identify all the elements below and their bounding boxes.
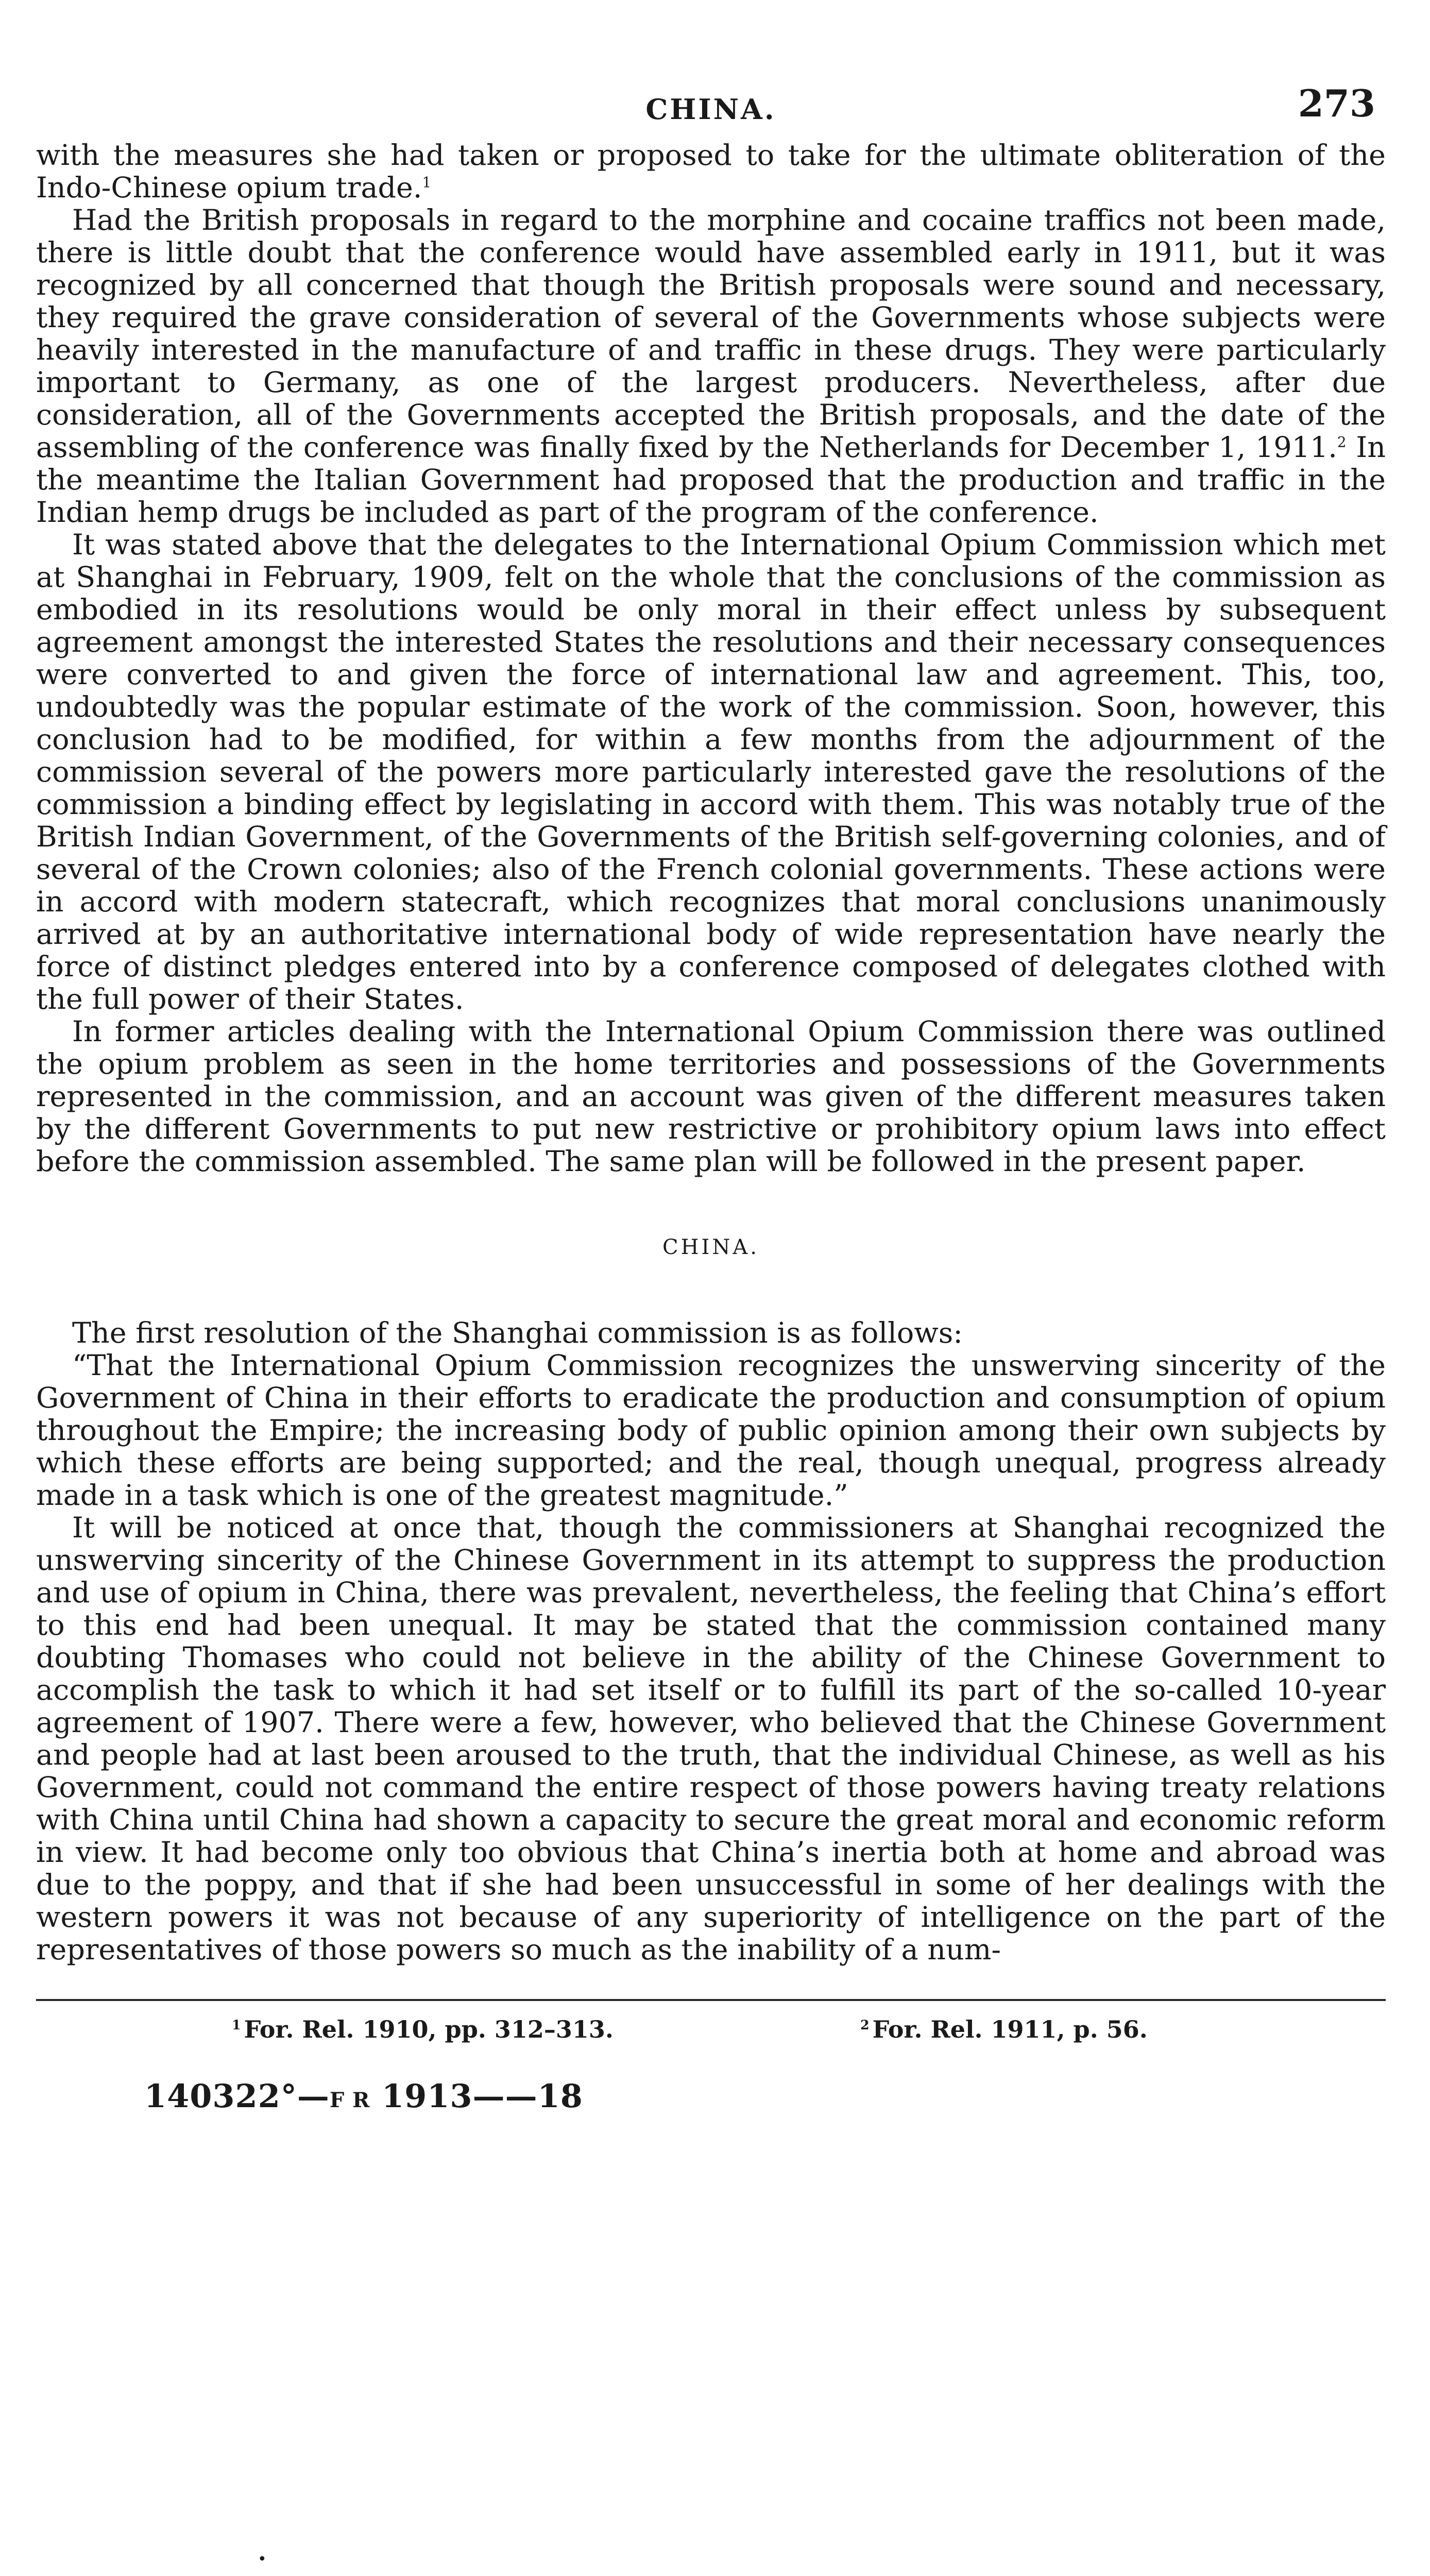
- running-head: [36, 77, 1386, 139]
- paragraph-commissioners-noticed: It will be noticed at once that, though the commissioners at Shanghai recognized the unswerving sincerity of the Chinese Government in its attempt to suppress the production and use of opium in China, there was prevalent, nevertheless, the feeling that China’s effort to this end had been unequal. It may be stated that the commission contained many doubting Thomases who could not believe in the ability of the Chinese Government to accomplish the task to which it had set itself or to fulfill its part of the so-called 10-year agreement of 1907. There were a few, however, who believed that the Chinese Government and people had at last been aroused to the truth, that the individual Chinese, as well as his Government, could not command the entire respect of those powers having treaty relations with China until China had shown a capacity to secure the great moral and economic reform in view. It had become only too obvious that China’s inertia both at home and abroad was due to the poppy, and that if she had been unsuccessful in some of her dealings with the western powers it was not because of any superiority of intelligence on the part of the representatives of those powers so much as the inability of a num-: [36, 1511, 1386, 1967]
- paragraph-commission-conclusions: It was stated above that the delegates to the International Opium Commission which met at Shanghai in February, 1909, felt on the whole that the conclusions of the commission as embodied in its resolutions would be only moral in their effect unless by subsequent agreement amongst the interested States the resolutions and their necessary consequences were converted to and given the force of international law and agreement. This, too, undoubtedly was the popular estimate of the work of the commission. Soon, however, this conclusion had to be modified, for within a few months from the adjournment of the commission several of the powers more particularly interested gave the resolutions of the commission a binding effect by legislating in accord with them. This was notably true of the British Indian Government, of the Governments of the British self-governing colonies, and of several of the Crown colonies; also of the French colonial governments. These actions were in accord with modern statecraft, which recognizes that moral conclusions unanimously arrived at by an authoritative international body of wide representation have nearly the force of distinct pledges entered into by a conference composed of delegates clothed with the full power of their States.: [36, 528, 1386, 1016]
- footnote-ref-2: 2: [1337, 433, 1347, 451]
- footnote-marker: 1: [232, 2016, 241, 2032]
- footnote-text: For. Rel. 1910, pp. 312–313.: [244, 2015, 614, 2043]
- footnote-text: For. Rel. 1911, p. 56.: [872, 2015, 1148, 2043]
- paragraph-first-resolution: The first resolution of the Shanghai commission is as follows:: [72, 1316, 963, 1350]
- page: [36, 77, 1386, 2115]
- footnote-1: [232, 2015, 614, 2043]
- footnote-marker: 2: [860, 2016, 870, 2032]
- paragraph-resolution-quote: “That the International Opium Commission recognizes the unswerving sincerity of the Government of China in their efforts to eradicate the production and consumption of opium throughout the Empire; the increasing body of public opinion among their own subjects by which these efforts are being supported; and the real, though unequal, progress already made in a task which is one of the greatest magnitude.”: [36, 1349, 1386, 1512]
- paragraph-former-articles: In former articles dealing with the International Opium Commission there was outlined the opium problem as seen in the home territories and possessions of the Governments represented in the commission, and an account was given of the different measures taken by the different Governments to put new restrictive or prohibitory opium laws into effect before the commission assembled. The same plan will be followed in the present paper.: [36, 1015, 1386, 1178]
- running-title: CHINA.: [645, 93, 776, 126]
- printer-signature: 140322°—F R 1913——18: [144, 2077, 583, 2115]
- stray-mark: •: [258, 2550, 267, 2568]
- footnotes: [36, 2001, 1386, 2047]
- body-text: [36, 139, 1386, 1966]
- page-number: 273: [1298, 81, 1375, 125]
- section-heading-china: CHINA.: [662, 1235, 759, 1259]
- footnote-ref-1: 1: [422, 174, 432, 191]
- paragraph-british-proposals: Had the British proposals in regard to the morphine and cocaine traffics not been made, there is little doubt that the conference would have assembled early in 1911, but it was recognized by all concerned that though the British proposals were sound and necessary, they required the grave consideration of several of the Governments whose subjects were heavily interested in the manufacture of and traffic in these drugs. They were particularly important to Germany, as one of the largest producers. Nevertheless, after due consideration, all of the Governments accepted the British proposals, and the date of the assembling of the conference was finally fixed by the Netherlands for December 1, 1911.$^2$ In the meantime the Italian Government had proposed that the production and traffic in the Indian hemp drugs be included as part of the program of the conference.: [36, 204, 1386, 529]
- footnote-2: [860, 2015, 1148, 2043]
- paragraph-continuation: with the measures she had taken or proposed to take for the ultimate obliteration of the Indo-Chinese opium trade.$^1$: [36, 139, 1386, 205]
